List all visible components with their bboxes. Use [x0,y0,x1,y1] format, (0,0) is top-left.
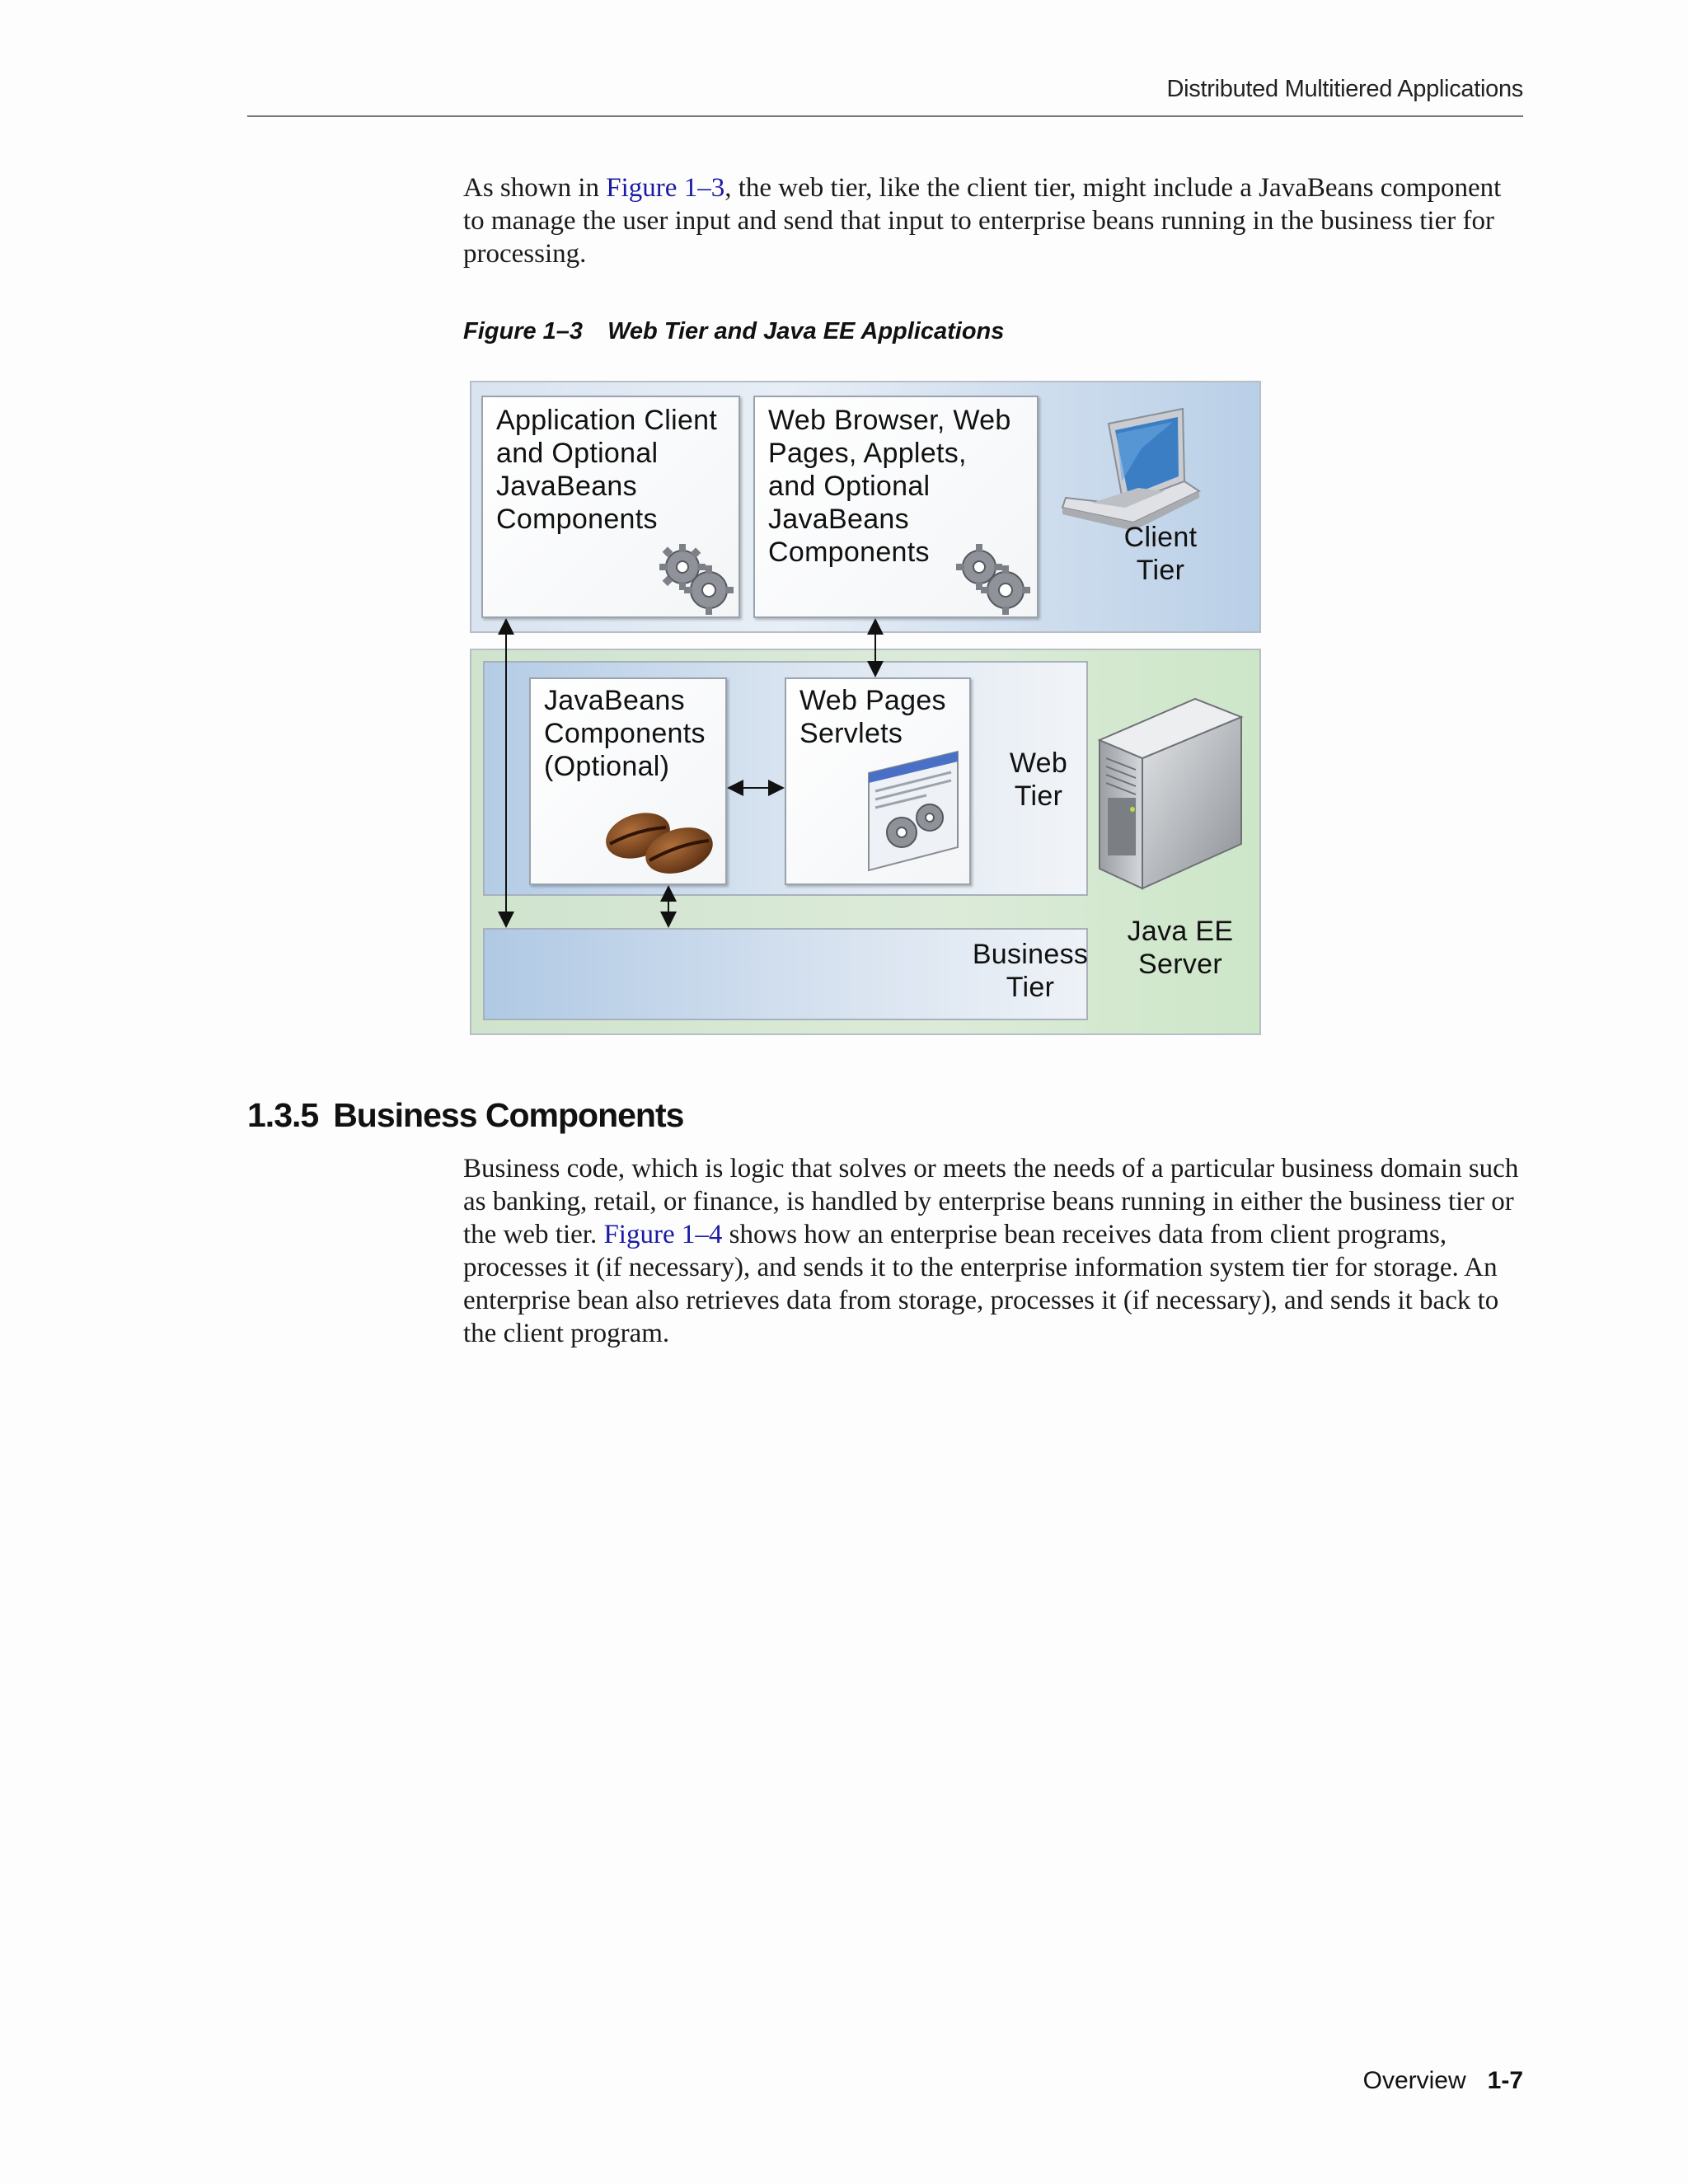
intro-text-end: , the web tier, like the client tier, might include a JavaBeans component to manage the user input and send that input to enterprise beans running in the business tier for processing. [463,173,1502,269]
text-line: Server [1138,949,1222,980]
text-line: Web Browser, Web [768,405,1011,436]
header-rule [247,115,1523,117]
text-line: and Optional [496,438,659,469]
intro-paragraph [463,171,1526,270]
web-tier-diagram [470,381,1261,1035]
text-line: Components [768,537,930,568]
connector-arrows [470,381,1261,1035]
section-number: 1.3.5 [247,1096,319,1134]
text-line: Pages, Applets, [768,438,967,469]
figure-1-3-link[interactable]: Figure 1–3 [606,173,725,203]
figure-1-4-link[interactable]: Figure 1–4 [603,1220,723,1249]
text-line: Components [544,718,706,749]
text-line: Tier [1014,780,1063,812]
figure-title: Web Tier and Java EE Applications [607,318,1005,344]
text-line: (Optional) [544,751,670,782]
text-line: Java EE [1127,916,1234,947]
text-line: and Optional [768,471,931,502]
text-line: Components [496,504,658,535]
running-header: Distributed Multitiered Applications [1166,76,1523,102]
text-line: Web [1009,748,1068,779]
text-line: Client [1123,522,1198,553]
business-components-paragraph [463,1152,1526,1350]
paragraph-text-end: shows how an enterprise bean receives data from client programs, processes it (if necessary), and sends it to the enterprise information system tier for storage. An enterprise bean also retrieves data from storage, processes it (if necessary), and sends it back to the client program. [463,1220,1499,1348]
text-line: JavaBeans [768,504,909,535]
text-line: Application Client [496,405,718,436]
page-number: 1-7 [1487,2067,1523,2094]
text-line: JavaBeans [496,471,637,502]
section-title: Business Components [333,1096,684,1134]
section-heading [247,1096,683,1135]
figure-caption [463,318,1004,345]
text-line: Tier [1136,555,1185,586]
intro-text-start: As shown in [463,173,607,203]
text-line: Business [972,939,1089,970]
footer-label: Overview [1362,2067,1466,2094]
figure-number: Figure 1–3 [463,318,584,344]
text-line: Web Pages [799,685,946,716]
text-line: Servlets [799,718,903,749]
text-line: Tier [1006,972,1055,1003]
page-footer [1363,2067,1523,2095]
text-line: JavaBeans [544,685,685,716]
paragraph-text-start: Business code, which is logic that solves or meets the needs of a particular business domain such as banking, retail, or finance, is handled by enterprise beans running in either the business tier or the web tier. [463,1154,1519,1249]
